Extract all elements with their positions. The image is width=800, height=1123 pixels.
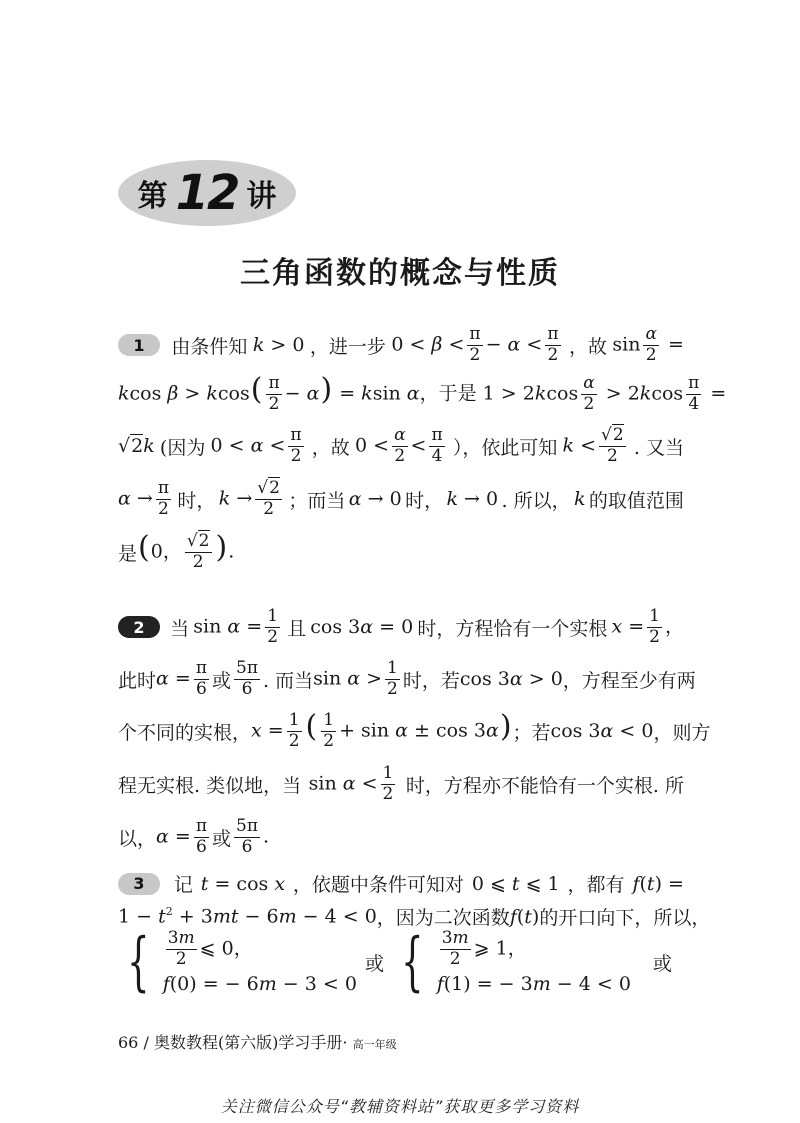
p2-line-2 — [118, 658, 696, 699]
p3-systems — [118, 925, 684, 1000]
book-title: 奥数教程(第六版)学习手册· — [153, 1033, 348, 1052]
p2-text: . 而当 — [263, 669, 314, 692]
p1-math: k < $\frac{√2}{2}$ — [562, 425, 624, 466]
grade-label: 高一年级 — [352, 1038, 397, 1051]
p1-text: 是 — [118, 542, 138, 565]
system-2: { $\frac{3m}{2}$ ⩾ 1， f(1) = − 3m − 4 < 0 — [401, 925, 631, 1000]
chapter-badge — [118, 160, 296, 226]
p2-math: x = $\frac{1}{2}$ ( $\frac{1}{2}$ + sin α ± cos 3α) — [251, 709, 512, 751]
system-1: { $\frac{3m}{2}$ ⩽ 0， f(0) = − 6m − 3 < 0 — [127, 925, 357, 1000]
p2-text: 此时 — [118, 669, 157, 692]
p1-text: 时， — [177, 489, 216, 512]
p1-line-2 — [118, 372, 727, 414]
p1-math: 0 < $\frac{\alpha}{2}$ < $\frac{\pi}{4}$ — [355, 425, 443, 466]
p3-line-1 — [118, 870, 684, 897]
p2-text: 程无实根. 类似地，当 — [118, 774, 302, 797]
p1-math: kcos β > kcos( $\frac{\pi}{2}$ − α) = ksin α，于是 1 > 2kcos $\frac{\alpha}{2}$ > 2kcos $\frac{\pi}{4}$ = — [118, 372, 727, 414]
p1-math: α → 0 — [348, 488, 402, 511]
p2-text: 或 — [212, 669, 232, 692]
p1-line-3 — [118, 427, 684, 466]
p2-math: α = $\frac{\pi}{6}$ — [156, 816, 208, 857]
p1-text: . 又当 — [633, 436, 684, 459]
chapter-prefix: 第 — [137, 179, 168, 214]
system-1-row-1: $\frac{3m}{2}$ ⩽ 0， — [167, 928, 253, 969]
p2-math: cos 3α = 0 — [310, 616, 414, 639]
system-2-row-2: f(1) = − 3m − 4 < 0 — [436, 972, 631, 995]
p1-text: ，故 — [311, 436, 350, 459]
p1-line-5 — [118, 530, 684, 572]
p2-math: cos 3α > 0 — [459, 668, 563, 691]
p1-text: ），依此可知 — [452, 436, 558, 459]
p1-text: 时， — [405, 489, 444, 512]
problem-2-badge: 2 — [118, 616, 160, 638]
p2-text: 时，若 — [402, 669, 460, 692]
or-2: 或 — [652, 952, 672, 975]
p2-text: ，则方 — [653, 721, 711, 744]
p3-math: f(t) — [509, 905, 540, 928]
p2-text: 或 — [212, 827, 232, 850]
p2-math: x = $\frac{1}{2}$ ， — [611, 606, 684, 647]
p2-math: α = $\frac{\pi}{6}$ — [156, 658, 208, 699]
chapter-number: 12 — [175, 165, 239, 221]
p1-line-4 — [118, 480, 684, 519]
or-1: 或 — [364, 952, 384, 975]
p1-text: ；而当 — [288, 489, 346, 512]
p3-math: t = cos x — [200, 872, 286, 895]
page-number: 66 / — [118, 1033, 149, 1052]
p3-text: ，都有 — [567, 874, 625, 896]
p1-text: 的取值范围 — [588, 489, 684, 512]
p1-line-1 — [118, 326, 684, 365]
p2-math: cos 3α < 0 — [550, 720, 654, 743]
p2-line-5 — [118, 818, 684, 857]
p1-math: k → 0 — [446, 488, 499, 511]
system-2-row-1: $\frac{3m}{2}$ ⩾ 1， — [441, 928, 527, 969]
p2-text: 时，方程恰有一个实根 — [417, 617, 608, 640]
p2-text: 且 — [287, 617, 307, 640]
p1-text: ，进一步 — [309, 335, 386, 358]
p2-math: $\frac{5\pi}{6}$ . — [236, 816, 270, 857]
page-title: 三角函数的概念与性质 — [240, 256, 560, 291]
page-footer — [118, 1030, 397, 1053]
p3-text: 的开口向下，所以， — [539, 907, 711, 929]
p2-line-1 — [118, 608, 684, 647]
p2-text: 当 — [170, 617, 190, 640]
p1-text: (因为 — [159, 436, 206, 459]
p1-math: (0， $\frac{√2}{2}$ ). — [138, 530, 235, 572]
p1-math: √2k — [118, 435, 155, 458]
chapter-suffix: 讲 — [246, 179, 277, 214]
p3-math: 0 ⩽ t ⩽ 1 — [471, 872, 560, 895]
p2-line-3 — [118, 709, 711, 751]
p1-math: k → $\frac{√2}{2}$ — [218, 478, 280, 519]
p1-math: k > 0 — [252, 334, 305, 357]
p2-text: 以， — [118, 827, 157, 850]
p2-text: ，方程至少有两 — [562, 669, 696, 692]
p2-text: ；若 — [512, 721, 551, 744]
p2-math: $\frac{5\pi}{6}$ — [236, 658, 259, 699]
p2-math: sin α > $\frac{1}{2}$ — [313, 658, 398, 699]
problem-3-badge: 3 — [118, 873, 160, 895]
p1-math: k — [573, 488, 586, 511]
p3-text: ，依题中条件可知对 — [292, 874, 464, 896]
p1-math: α → $\frac{\pi}{2}$ — [118, 478, 169, 519]
watermark-text: 关注微信公众号“教辅资料站”获取更多学习资料 — [220, 1097, 580, 1116]
p3-text: ，因为二次函数 — [376, 907, 510, 929]
p3-math: $1 - t^2 + 3mt - 6m - 4 < 0$ — [118, 905, 377, 928]
p2-text: 个不同的实根， — [118, 721, 252, 744]
p2-math: sin α < $\frac{1}{2}$ — [308, 763, 394, 804]
p2-text: 时，方程亦不能恰有一个实根. 所 — [405, 774, 684, 797]
p3-text: 记 — [173, 874, 193, 896]
p1-text: ，故 — [568, 335, 607, 358]
p2-math: sin α = $\frac{1}{2}$ — [193, 606, 279, 647]
p3-math: f(t) = — [632, 872, 684, 895]
p1-math: sin $\frac{\alpha}{2}$ = — [612, 324, 684, 365]
p1-text: 由条件知 — [171, 335, 248, 358]
p1-text: . 所以， — [501, 489, 571, 512]
p1-math: 0 < β < $\frac{\pi}{2}$ − α < $\frac{\pi}{2}$ — [391, 324, 559, 365]
p2-line-4 — [118, 765, 684, 804]
p1-math: 0 < α < $\frac{\pi}{2}$ — [210, 425, 302, 466]
system-1-row-2: f(0) = − 6m − 3 < 0 — [162, 972, 357, 995]
problem-1-badge: 1 — [118, 334, 160, 356]
